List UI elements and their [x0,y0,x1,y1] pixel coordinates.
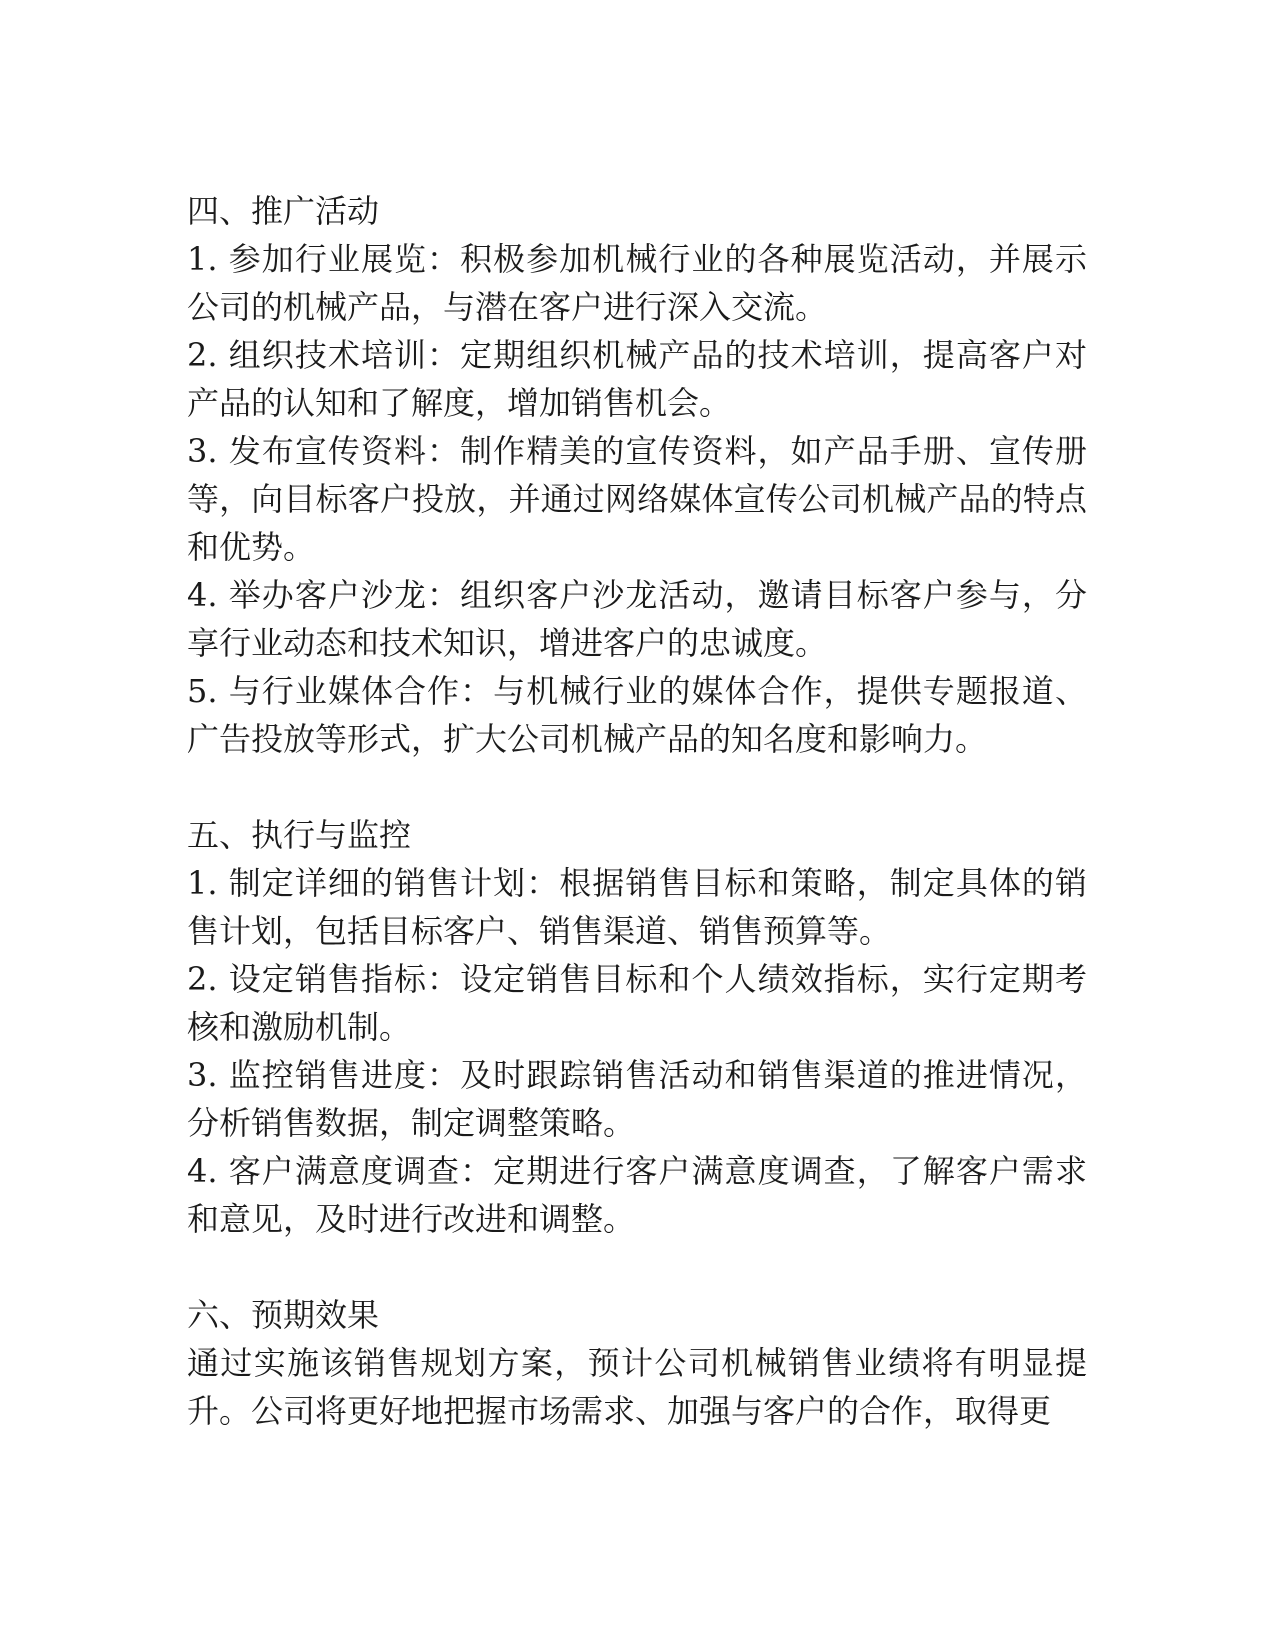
paragraph: 2. 组织技术培训：定期组织机械产品的技术培训，提高客户对产品的认知和了解度，增加销售机会。 [187,336,1087,422]
section-promotion [187,187,1087,763]
paragraph: 4. 举办客户沙龙：组织客户沙龙活动，邀请目标客户参与，分享行业动态和技术知识，增进客户的忠诚度。 [187,576,1087,662]
section-execution-monitoring [187,811,1087,1243]
paragraph: 5. 与行业媒体合作：与机械行业的媒体合作，提供专题报道、广告投放等形式，扩大公司机械产品的知名度和影响力。 [187,672,1087,758]
paragraph: 3. 监控销售进度：及时跟踪销售活动和销售渠道的推进情况，分析销售数据，制定调整策略。 [187,1056,1087,1142]
paragraph: 1. 制定详细的销售计划：根据销售目标和策略，制定具体的销售计划，包括目标客户、销售渠道、销售预算等。 [187,864,1087,950]
paragraph: 2. 设定销售指标：设定销售目标和个人绩效指标，实行定期考核和激励机制。 [187,960,1087,1046]
paragraph: 1. 参加行业展览：积极参加机械行业的各种展览活动，并展示公司的机械产品，与潜在客户进行深入交流。 [187,240,1087,326]
section-heading: 六、预期效果 [187,1296,380,1334]
section-heading: 四、推广活动 [187,192,380,230]
section-heading: 五、执行与监控 [187,816,412,854]
paragraph: 3. 发布宣传资料：制作精美的宣传资料，如产品手册、宣传册等，向目标客户投放，并通过网络媒体宣传公司机械产品的特点和优势。 [187,432,1087,566]
document-body [187,187,1087,1435]
paragraph: 4. 客户满意度调查：定期进行客户满意度调查，了解客户需求和意见，及时进行改进和调整。 [187,1152,1087,1238]
section-expected-results [187,1291,1087,1435]
paragraph: 通过实施该销售规划方案，预计公司机械销售业绩将有明显提升。公司将更好地把握市场需求、加强与客户的合作，取得更 [187,1344,1087,1430]
